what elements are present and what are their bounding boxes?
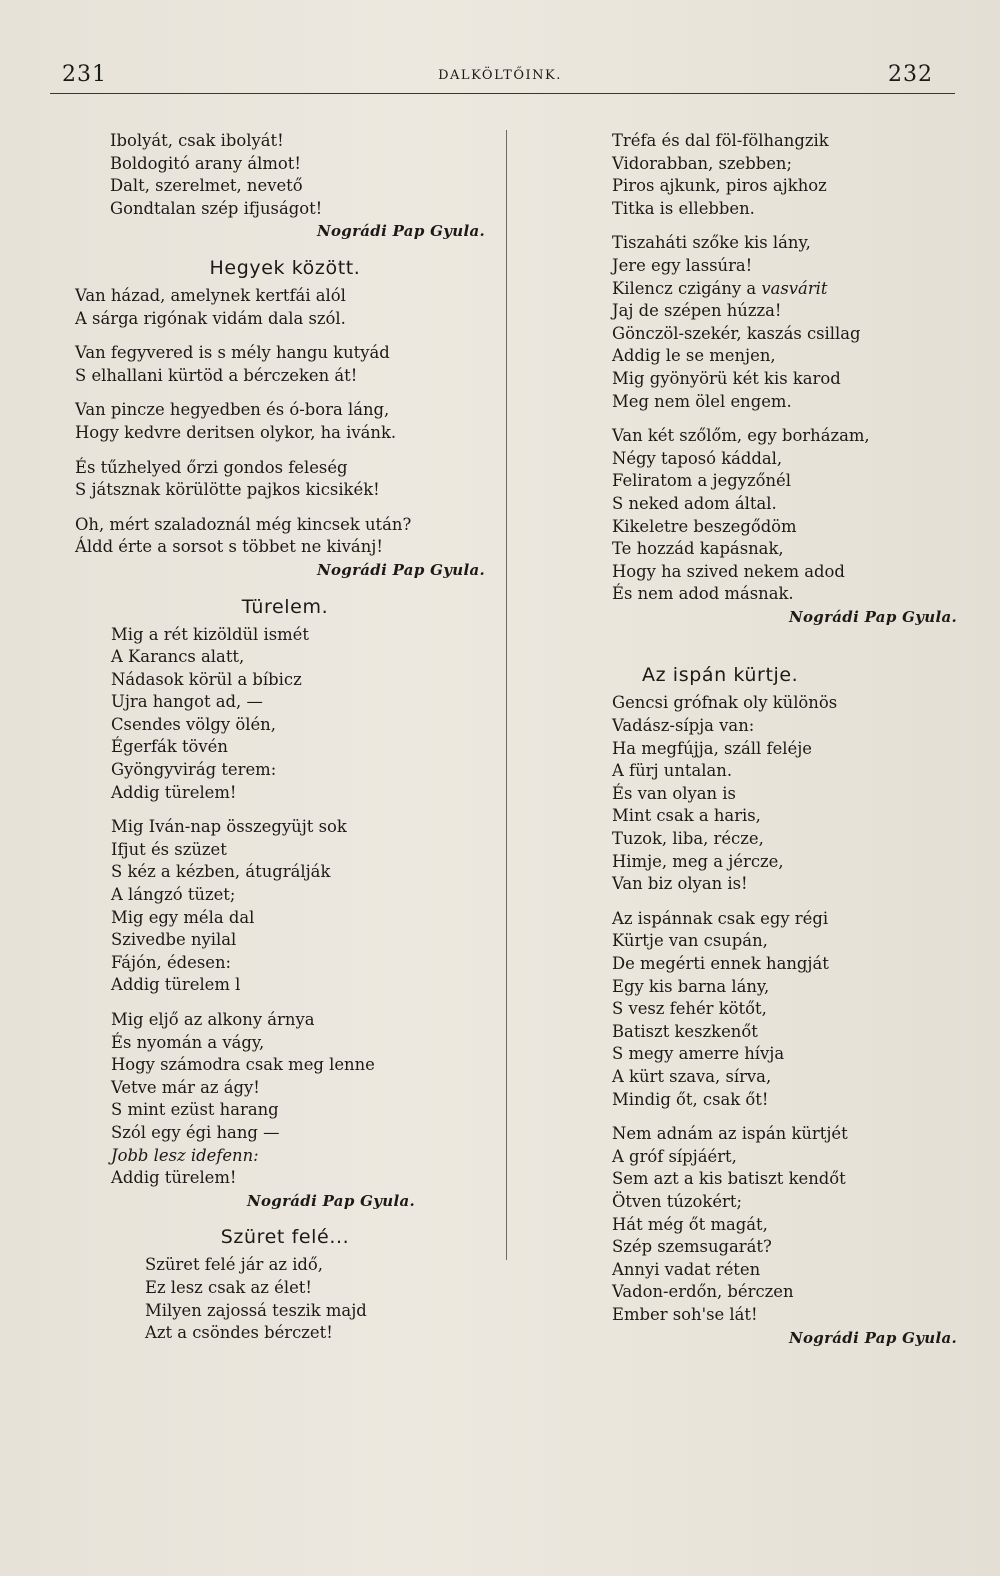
stanza xyxy=(612,232,957,413)
verse-line: S megy amerre hívja xyxy=(612,1044,785,1064)
stanza xyxy=(75,399,495,444)
verse-line: A lángzó tüzet; xyxy=(111,885,236,905)
verse-line: Kikeletre beszegődöm xyxy=(612,516,797,536)
verse-line: Egy kis barna lány, xyxy=(612,976,770,996)
verse-line: Feliratom a jegyzőnél xyxy=(612,471,791,491)
verse-line: Himje, meg a jércze, xyxy=(612,851,784,871)
verse-line: Vadon-erdőn, bérczen xyxy=(612,1282,794,1302)
verse-line: Vadász-sípja van: xyxy=(612,716,755,736)
verse-line: Hát még őt magát, xyxy=(612,1214,768,1234)
verse-line: Hogy kedvre deritsen olykor, ha ivánk. xyxy=(75,422,397,442)
author-signature: Nográdi Pap Gyula. xyxy=(316,560,485,579)
verse-line: Négy taposó káddal, xyxy=(612,448,783,468)
verse-line: S játsznak körülötte pajkos kicsikék! xyxy=(75,480,380,500)
verse-line: Van házad, amelynek kertfái alól xyxy=(75,285,346,305)
verse-line: Gyöngyvirág terem: xyxy=(111,760,277,780)
author-signature: Nográdi Pap Gyula. xyxy=(316,222,485,241)
verse-line: Oh, mért szaladoznál még kincsek után? xyxy=(75,514,412,534)
verse-line: Szüret felé jár az idő, xyxy=(145,1255,324,1275)
verse-line: Szivedbe nyilal xyxy=(111,930,237,950)
verse-line: S kéz a kézben, átugrálják xyxy=(111,862,331,882)
verse-line: Mig gyönyörü két kis karod xyxy=(612,368,841,388)
verse-line: A kürt szava, sírva, xyxy=(612,1066,772,1086)
verse-line: Sem azt a kis batiszt kendőt xyxy=(612,1169,846,1189)
verse-line: S neked adom által. xyxy=(612,493,777,513)
left-column xyxy=(75,130,495,1345)
verse-line: Tuzok, liba, récze, xyxy=(612,829,764,849)
verse-line: S vesz fehér kötőt, xyxy=(612,999,767,1019)
verse-line: És nem adod másnak. xyxy=(612,584,794,604)
verse-line: Ujra hangot ad, — xyxy=(111,692,263,712)
poem-fragment-stanza xyxy=(75,130,495,220)
author-signature: Nográdi Pap Gyula. xyxy=(788,1328,957,1347)
verse-line: És nyomán a vágy, xyxy=(111,1032,265,1052)
stanza xyxy=(75,816,495,997)
verse-line: Van biz olyan is! xyxy=(612,874,748,894)
header-rule xyxy=(50,93,955,94)
verse-line: Az ispánnak csak egy régi xyxy=(612,908,829,928)
verse-line: Tiszaháti szőke kis lány, xyxy=(612,233,811,253)
author-signature: Nográdi Pap Gyula. xyxy=(246,1191,415,1210)
verse-line: Meg nem ölel engem. xyxy=(612,391,792,411)
poem-title: Szüret felé... xyxy=(220,1226,350,1249)
verse-line: Nem adnám az ispán kürtjét xyxy=(612,1124,848,1144)
verse-line: És van olyan is xyxy=(612,783,736,803)
verse-line: Ha megfújja, száll feléje xyxy=(612,738,812,758)
verse-line: Mig Iván-nap összegyüjt sok xyxy=(111,817,347,837)
verse-text: Kilencz czigány a xyxy=(612,278,762,298)
verse-line: Gencsi grófnak oly különös xyxy=(612,693,838,713)
verse-line: Ibolyát, csak ibolyát! xyxy=(110,131,284,150)
verse-line: De megérti ennek hangját xyxy=(612,954,829,973)
verse-line: Azt a csöndes bérczet! xyxy=(145,1323,333,1343)
verse-line-italic: Jobb lesz idefenn: xyxy=(111,1145,259,1165)
stanza xyxy=(612,130,957,220)
running-title: DALKÖLTŐINK. xyxy=(438,68,562,83)
verse-line: A Karancs alatt, xyxy=(111,647,245,667)
verse-line: Jaj de szépen húzza! xyxy=(612,301,782,321)
stanza xyxy=(612,908,957,1111)
verse-line: Csendes völgy ölén, xyxy=(111,714,276,734)
verse-line: Ez lesz csak az élet! xyxy=(145,1277,312,1297)
verse-line: Fájón, édesen: xyxy=(111,952,232,972)
verse-line: Ötven túzokért; xyxy=(612,1191,742,1211)
verse-line: Jere egy lassúra! xyxy=(612,255,753,275)
verse-line: Dalt, szerelmet, nevető xyxy=(110,176,303,196)
verse-line: Addig le se menjen, xyxy=(612,346,776,366)
verse-line: A gróf sípjáért, xyxy=(612,1146,737,1166)
verse-line: Hogy ha szived nekem adod xyxy=(612,561,845,581)
verse-line: Van fegyvered is s mély hangu kutyád xyxy=(75,343,390,363)
stanza xyxy=(75,342,495,387)
verse-line: Szól egy égi hang — xyxy=(111,1122,280,1142)
stanza xyxy=(75,514,495,559)
verse-line: Mig a rét kizöldül ismét xyxy=(111,624,309,644)
stanza xyxy=(612,692,957,895)
stanza xyxy=(612,425,957,606)
verse-line: Szép szemsugarát? xyxy=(612,1237,772,1257)
verse-line: Van pincze hegyedben és ó-bora láng, xyxy=(75,400,390,420)
verse-line: Addig türelem! xyxy=(111,1168,237,1188)
poem-title: Hegyek között. xyxy=(209,256,361,279)
verse-line: Vidorabban, szebben; xyxy=(612,153,793,173)
stanza xyxy=(75,1254,495,1344)
author-signature: Nográdi Pap Gyula. xyxy=(788,607,957,626)
verse-line: Addig türelem l xyxy=(111,975,241,995)
page-number-left: 231 xyxy=(62,62,107,87)
verse-line: Vetve már az ágy! xyxy=(111,1077,260,1097)
verse-line: Kürtje van csupán, xyxy=(612,931,768,951)
verse-line: Nádasok körül a bíbicz xyxy=(111,669,302,689)
column-divider xyxy=(506,130,507,1260)
right-column xyxy=(612,130,957,1349)
verse-line: Ember soh'se lát! xyxy=(612,1304,758,1324)
verse-line: Égerfák tövén xyxy=(111,737,228,757)
verse-line: S mint ezüst harang xyxy=(111,1100,279,1120)
verse-line: Áldd érte a sorsot s többet ne kivánj! xyxy=(75,537,383,557)
verse-line xyxy=(612,278,957,301)
verse-line: Gönczöl-szekér, kaszás csillag xyxy=(612,323,861,343)
poem-title: Az ispán kürtje. xyxy=(642,664,799,687)
verse-line: A sárga rigónak vidám dala szól. xyxy=(75,308,346,328)
verse-line: Annyi vadat réten xyxy=(612,1259,761,1279)
verse-line: Addig türelem! xyxy=(111,782,237,802)
stanza xyxy=(75,457,495,502)
verse-line: Piros ajkunk, piros ajkhoz xyxy=(612,176,827,196)
poem-title: Türelem. xyxy=(241,595,329,618)
verse-line: Van két szőlőm, egy borházam, xyxy=(612,426,870,446)
verse-line: Titka is ellebben. xyxy=(612,198,755,218)
verse-line: Gondtalan szép ifjuságot! xyxy=(110,198,323,218)
verse-line: Milyen zajossá teszik majd xyxy=(145,1300,367,1320)
verse-line: Boldogitó arany álmot! xyxy=(110,153,301,173)
verse-line: És tűzhelyed őrzi gondos feleség xyxy=(75,457,348,477)
verse-line: Mig egy méla dal xyxy=(111,907,255,927)
stanza xyxy=(612,1123,957,1326)
verse-text-italic: vasvárit xyxy=(761,278,828,298)
verse-line: Te hozzád kapásnak, xyxy=(612,539,784,559)
verse-line: Hogy számodra csak meg lenne xyxy=(111,1055,375,1075)
stanza xyxy=(75,285,495,330)
stanza xyxy=(75,1009,495,1190)
verse-line: Mint csak a haris, xyxy=(612,806,761,826)
page-number-right: 232 xyxy=(888,62,933,87)
verse-line: Batiszt keszkenőt xyxy=(612,1021,758,1041)
verse-line: Ifjut és szüzet xyxy=(111,839,227,859)
verse-line: A fürj untalan. xyxy=(612,761,733,781)
stanza xyxy=(75,624,495,805)
verse-line: Tréfa és dal föl-fölhangzik xyxy=(612,131,829,150)
verse-line: S elhallani kürtöd a bérczeken át! xyxy=(75,365,358,385)
verse-line: Mig eljő az alkony árnya xyxy=(111,1010,315,1029)
verse-line: Mindig őt, csak őt! xyxy=(612,1089,769,1109)
